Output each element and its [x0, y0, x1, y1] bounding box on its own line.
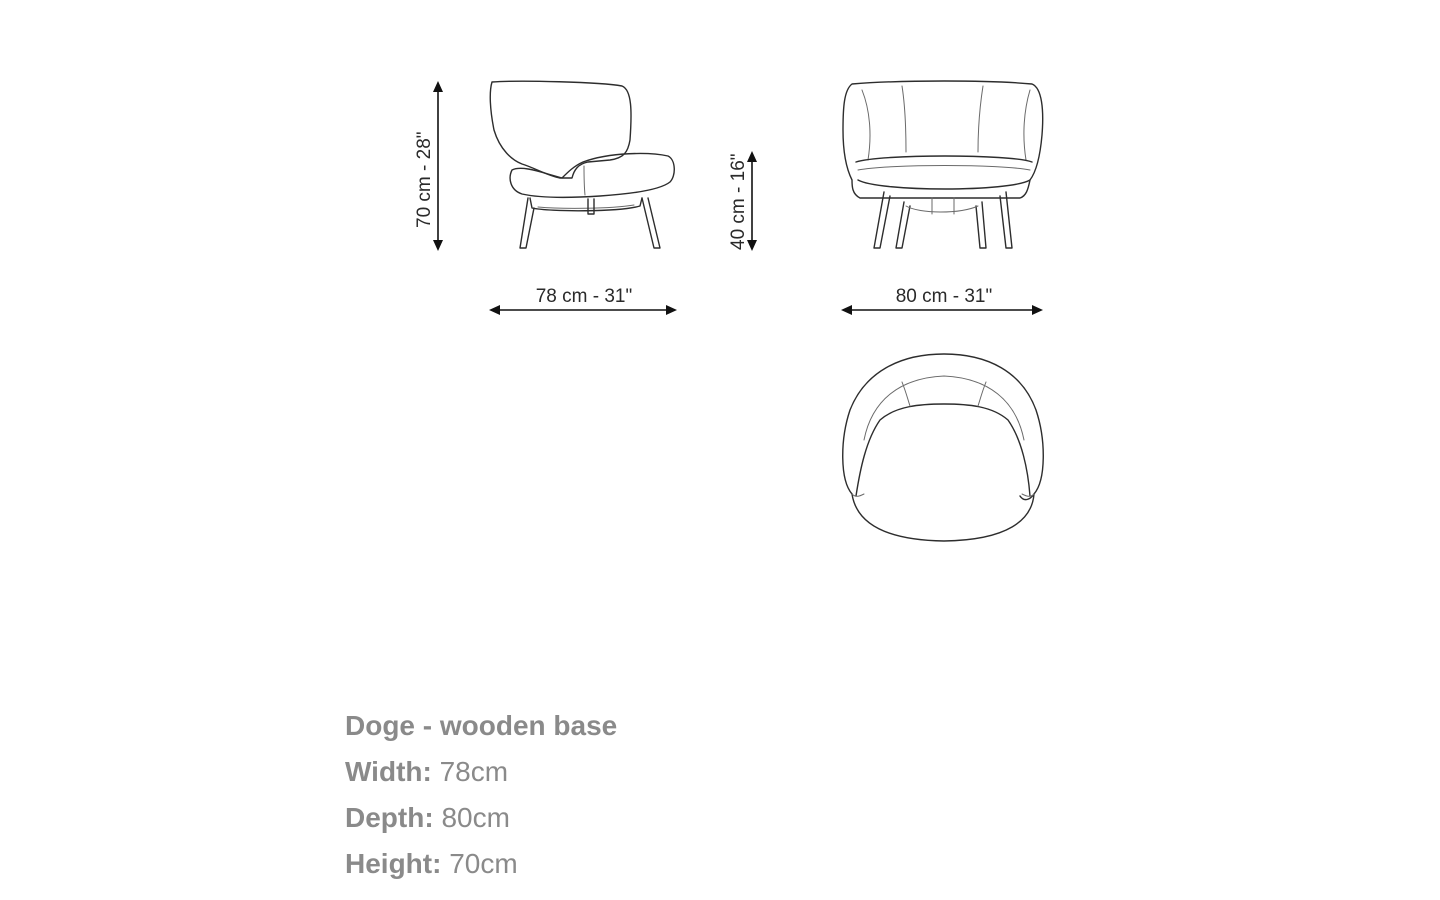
side-view-chair: [490, 81, 674, 248]
front-width-dimension: [841, 286, 1043, 315]
spec-value: 70cm: [449, 848, 518, 879]
spec-value: 78cm: [439, 756, 509, 787]
spec-label: Height:: [345, 848, 442, 879]
side-height-label: 70 cm - 28": [414, 131, 435, 228]
front-width-label: 80 cm - 31": [895, 286, 993, 307]
front-seat-height-dimension: [728, 151, 757, 251]
spec-row-depth: [345, 798, 945, 838]
spec-value: 80cm: [441, 802, 510, 833]
front-view-chair: [843, 81, 1043, 248]
spec-label: Depth:: [345, 802, 434, 833]
spec-label: Width:: [345, 756, 432, 787]
side-width-label: 78 cm - 31": [535, 286, 633, 307]
product-title: Doge - wooden base: [345, 710, 618, 741]
side-width-dimension: [489, 286, 677, 315]
side-height-dimension: [414, 81, 443, 251]
product-specs: [345, 706, 945, 890]
front-seat-height-label: 40 cm - 16": [728, 153, 749, 250]
top-view-chair: [843, 354, 1044, 541]
spec-row-height: [345, 844, 945, 884]
spec-row-width: [345, 752, 945, 792]
